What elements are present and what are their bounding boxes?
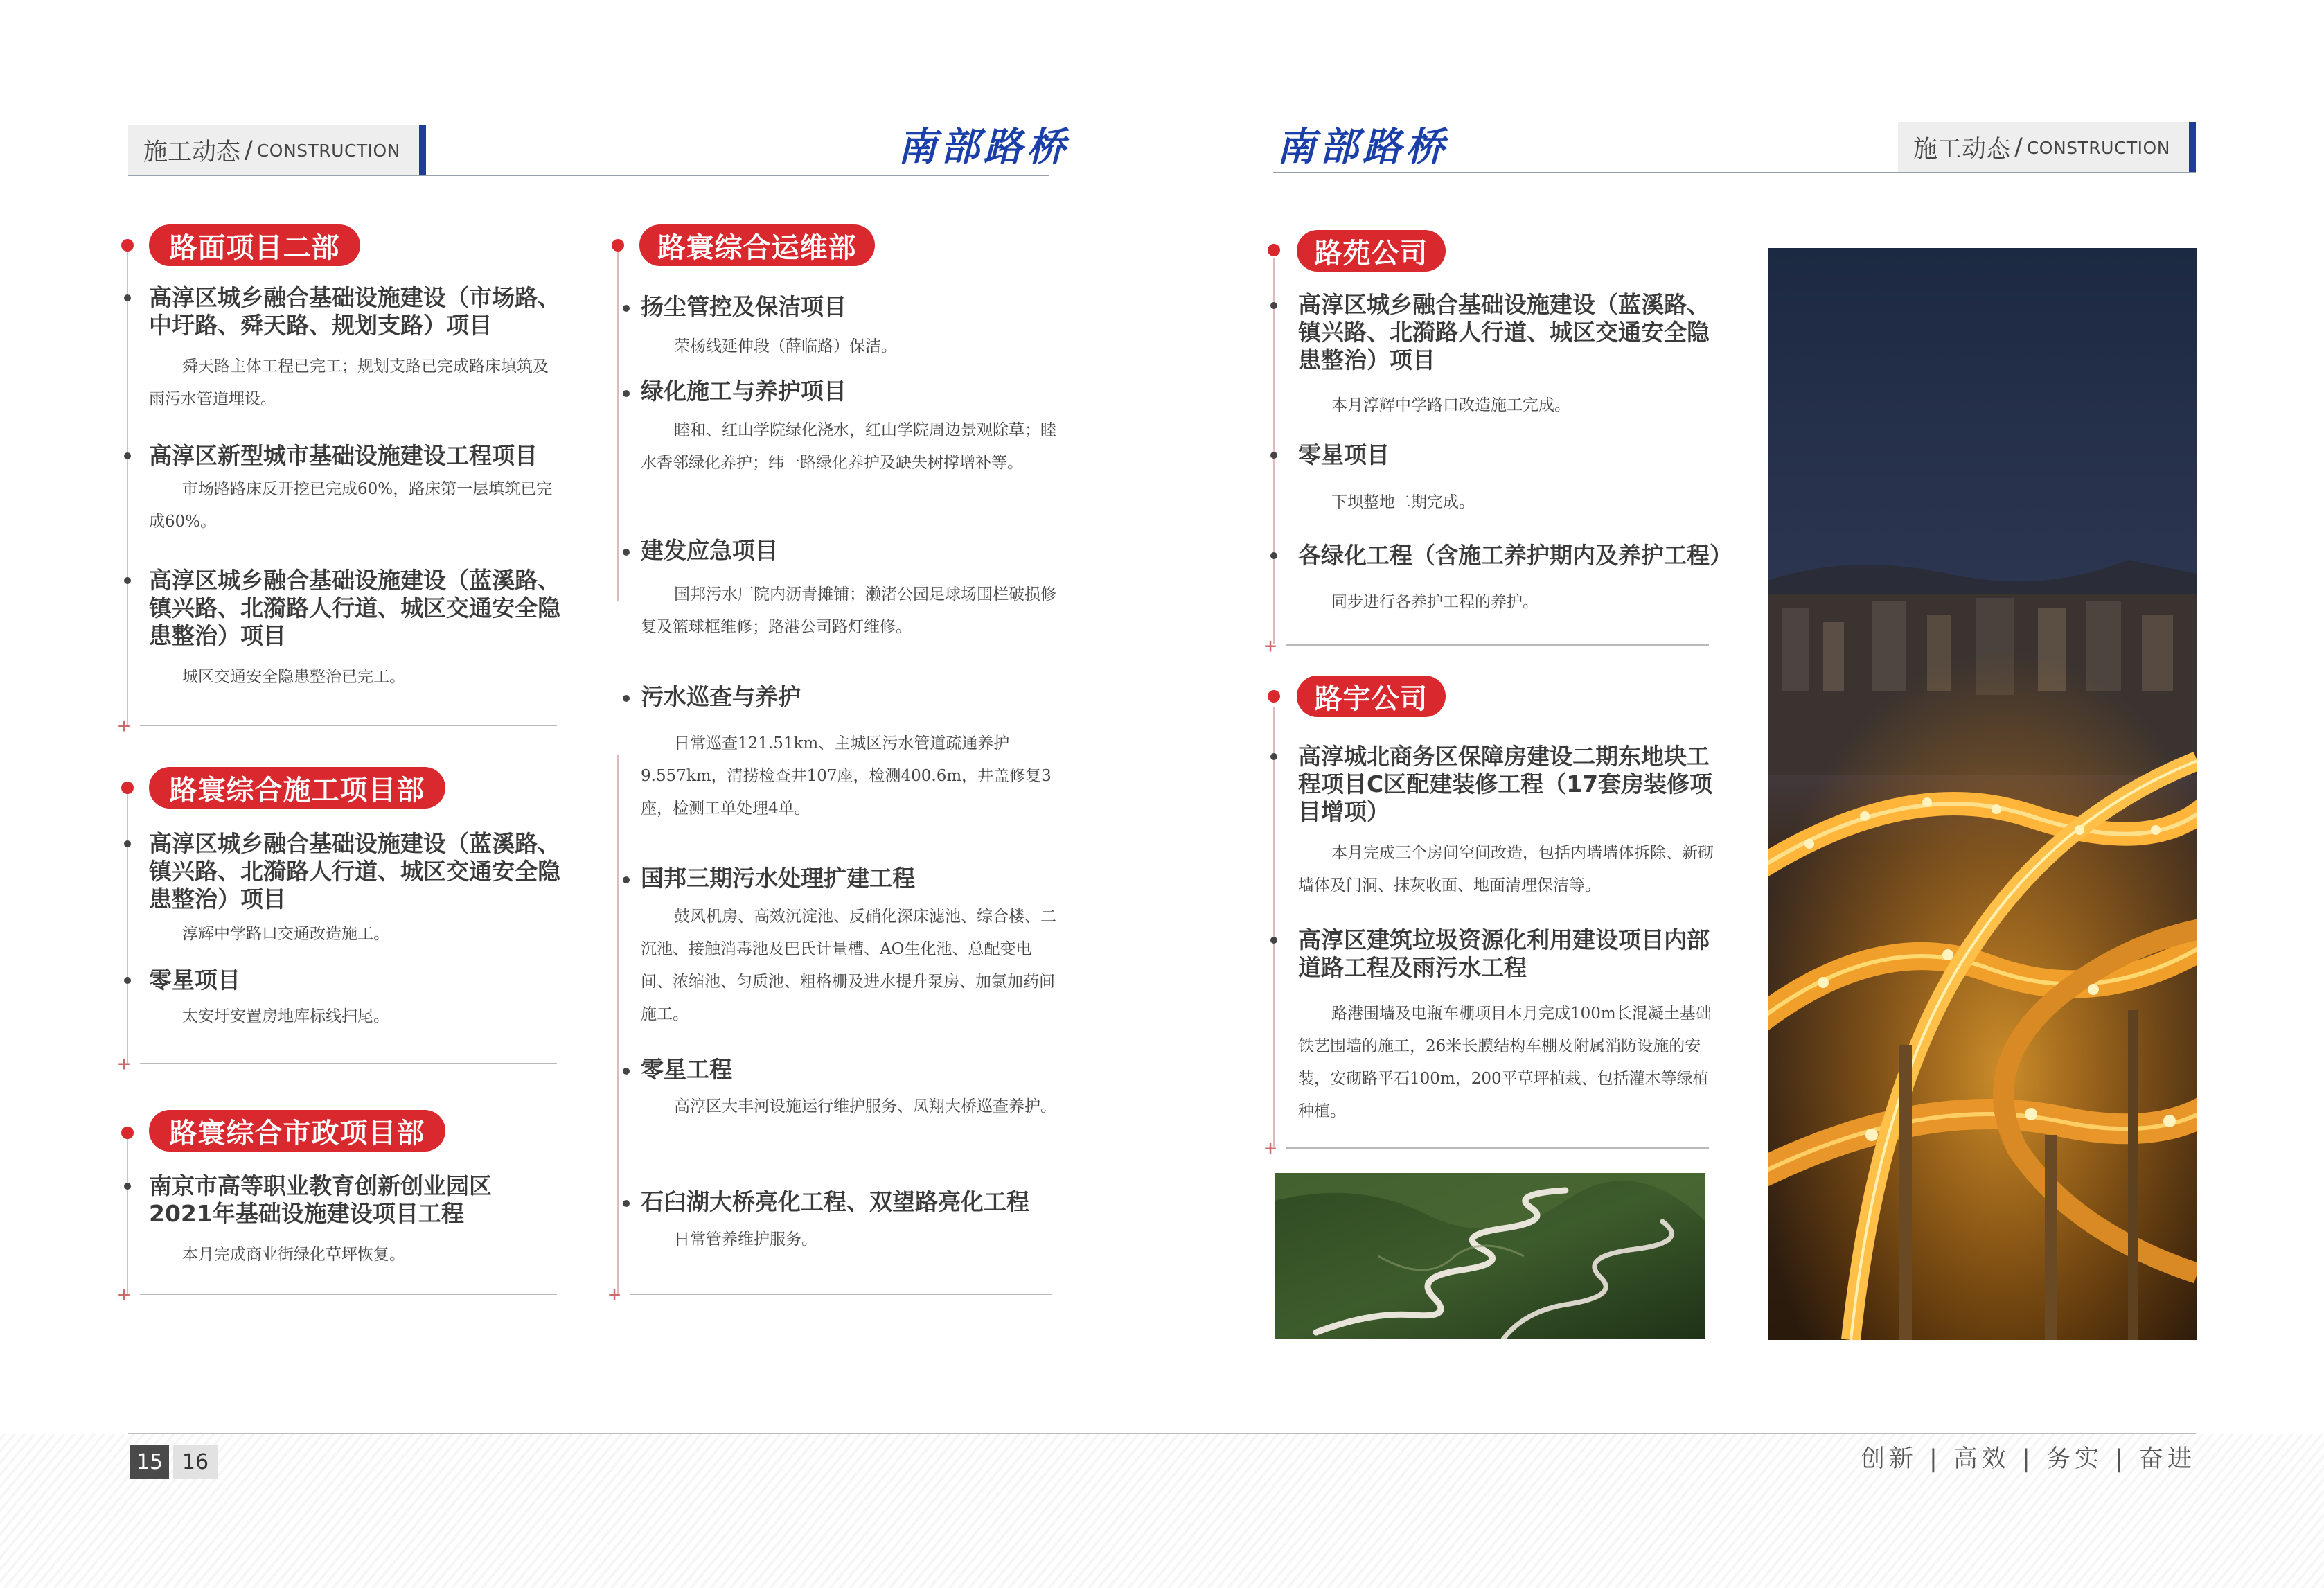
project-body: 荣杨线延伸段（薛临路）保洁。 [674,337,897,355]
section-line [1273,258,1275,644]
project-title: 高淳区城乡融合基础设施建设（蓝溪路、镇兴路、北漪路人行道、城区交通安全隐患整治）项目 [1298,291,1710,373]
section-title-pill: 路面项目二部 [149,224,360,266]
project-title: 国邦三期污水处理扩建工程 [641,865,915,892]
project-title: 零星项目 [1298,441,1390,468]
section-marker [1268,690,1280,703]
item-bullet [1270,753,1277,760]
item-bullet [623,1200,630,1207]
section-end-mark: + [1264,634,1277,658]
section-title-pill: 路宇公司 [1297,676,1446,717]
section-marker [121,782,134,794]
item-bullet [623,1068,630,1075]
section-line [127,791,128,1064]
tab-title-zh: 施工动态 [1913,136,2011,164]
tab-slash: / [245,136,253,164]
project-title: 高淳区建筑垃圾资源化利用建设项目内部道路工程及雨污水工程 [1298,926,1710,981]
project-title: 高淳区城乡融合基础设施建设（蓝溪路、镇兴路、北漪路人行道、城区交通安全隐患整治）项目 [149,567,560,649]
left-header-tab [128,125,426,176]
section-end-mark: + [608,1282,621,1307]
project-body: 本月完成三个房间空间改造，包括内墙墙体拆除、新砌墙体及门洞、抹灰收面、地面清理保洁等。 [1298,844,1714,894]
mountain-road-photo [1275,1173,1705,1339]
section-marker [612,239,624,252]
project-body: 同步进行各养护工程的养护。 [1331,593,1538,611]
right-header-tab [1898,122,2196,173]
item-bullet [1270,302,1277,309]
project-title: 高淳区新型城市基础设施建设工程项目 [149,442,538,469]
item-bullet [124,840,131,847]
project-body: 舜天路主体工程已完工；规划支路已完成路床填筑及雨污水管道埋设。 [149,358,549,408]
mountain-road-image [1275,1173,1705,1339]
project-body: 淳辉中学路口交通改造施工。 [182,925,389,943]
page-number-right: 16 [173,1445,218,1479]
project-body: 日常巡查121.51km、主城区污水管道疏通养护9.557km，清捞检查井107座，检测400.6m，井盖修复3座，检测工单处理4单。 [641,734,1052,818]
project-body: 国邦污水厂院内沥青摊铺；濑渚公园足球场围栏破损修复及篮球框维修；路港公司路灯维修。 [641,585,1056,636]
item-bullet [124,452,131,459]
item-bullet [1270,937,1277,944]
section-line [617,755,619,1294]
section-marker [121,239,134,252]
item-bullet [124,577,131,584]
item-bullet [124,294,131,301]
section-end-mark: + [118,1052,131,1076]
project-title: 南京市高等职业教育创新创业园区2021年基础设施建设项目工程 [149,1172,492,1227]
section-line [127,1136,128,1294]
tab-title-en: CONSTRUCTION [2026,137,2170,158]
project-body: 本月完成商业街绿化草坪恢复。 [182,1246,405,1264]
project-body: 高淳区大丰河设施运行维护服务、凤翔大桥巡查养护。 [674,1097,1056,1115]
section-title-pill: 路苑公司 [1297,230,1446,272]
project-body: 下坝整地二期完成。 [1331,493,1475,511]
item-bullet [1270,552,1277,559]
right-logo: 南部路桥 [1277,124,1448,170]
project-body: 路港围墙及电瓶车棚项目本月完成100m长混凝土基础铁艺围墙的施工，26米长膜结构车棚及附属消防设施的安装，安砌路平石100m，200平草坪植栽、包括灌木等绿植种植。 [1298,1005,1712,1120]
project-title: 零星工程 [641,1056,732,1083]
section-separator [630,1294,1052,1295]
project-title: 绿化施工与养护项目 [641,378,846,405]
section-separator [1286,644,1709,646]
night-interchange-image [1768,248,2197,1340]
project-body: 太安圩安置房地库标线扫尾。 [182,1007,389,1025]
section-marker [121,1127,134,1139]
project-title: 零星项目 [149,967,240,994]
project-title: 高淳区城乡融合基础设施建设（蓝溪路、镇兴路、北漪路人行道、城区交通安全隐患整治）项目 [149,830,560,912]
project-title: 扬尘管控及保洁项目 [641,293,846,320]
item-bullet [124,977,131,984]
project-body: 城区交通安全隐患整治已完工。 [182,668,405,686]
left-logo: 南部路桥 [898,124,1070,170]
section-title-pill: 路寰综合市政项目部 [149,1110,445,1152]
project-body: 日常管养维护服务。 [674,1230,817,1249]
project-title: 污水巡查与养护 [641,683,801,710]
tab-title-zh: 施工动态 [143,139,241,166]
section-separator [140,725,557,726]
left-header-line [128,175,1049,176]
tab-title-en: CONSTRUCTION [256,140,400,161]
project-body: 鼓风机房、高效沉淀池、反硝化深床滤池、综合楼、二沉池、接触消毒池及巴氏计量槽、AO生化池、总配变电间、浓缩池、匀质池、粗格栅及进水提升泵房、加氯加药间施工。 [641,908,1056,1023]
section-line [127,247,128,725]
project-body: 市场路路床反开挖已完成60%，路床第一层填筑已完成60%。 [149,480,553,531]
section-separator [140,1294,557,1295]
project-title: 高淳城北商务区保障房建设二期东地块工程项目C区配建装修工程（17套房装修项目增项） [1298,743,1713,825]
page-number-left: 15 [130,1445,169,1479]
section-separator [140,1063,557,1064]
project-title: 建发应急项目 [641,537,778,564]
section-line [1273,707,1275,1147]
section-end-mark: + [1264,1136,1277,1161]
item-bullet [623,390,630,397]
section-end-mark: + [118,714,131,738]
item-bullet [1270,452,1277,459]
section-line [617,247,619,601]
project-body: 睦和、红山学院绿化浇水，红山学院周边景观除草；睦水香邻绿化养护；纬一路绿化养护及缺失树撑增补等。 [641,421,1056,472]
tab-slash: / [2014,134,2023,161]
section-separator [1286,1147,1709,1149]
section-title-pill: 路寰综合施工项目部 [149,767,445,809]
footer-slogan: 创新 | 高效 | 务实 | 奋进 [1860,1445,2196,1473]
project-title: 石臼湖大桥亮化工程、双望路亮化工程 [641,1188,1029,1215]
item-bullet [623,876,630,883]
item-bullet [623,305,630,312]
right-header-line [1273,172,2196,173]
section-end-mark: + [118,1282,131,1307]
project-title: 各绿化工程（含施工养护期内及养护工程） [1298,542,1732,569]
project-body: 本月淳辉中学路口改造施工完成。 [1331,396,1570,414]
item-bullet [623,549,630,556]
item-bullet [623,695,630,702]
night-interchange-photo [1768,248,2197,1340]
item-bullet [124,1183,131,1190]
section-marker [1268,244,1280,256]
project-title: 高淳区城乡融合基础设施建设（市场路、中圩路、舜天路、规划支路）项目 [149,284,560,339]
footer-line [128,1433,2196,1434]
section-title-pill: 路寰综合运维部 [639,224,875,266]
